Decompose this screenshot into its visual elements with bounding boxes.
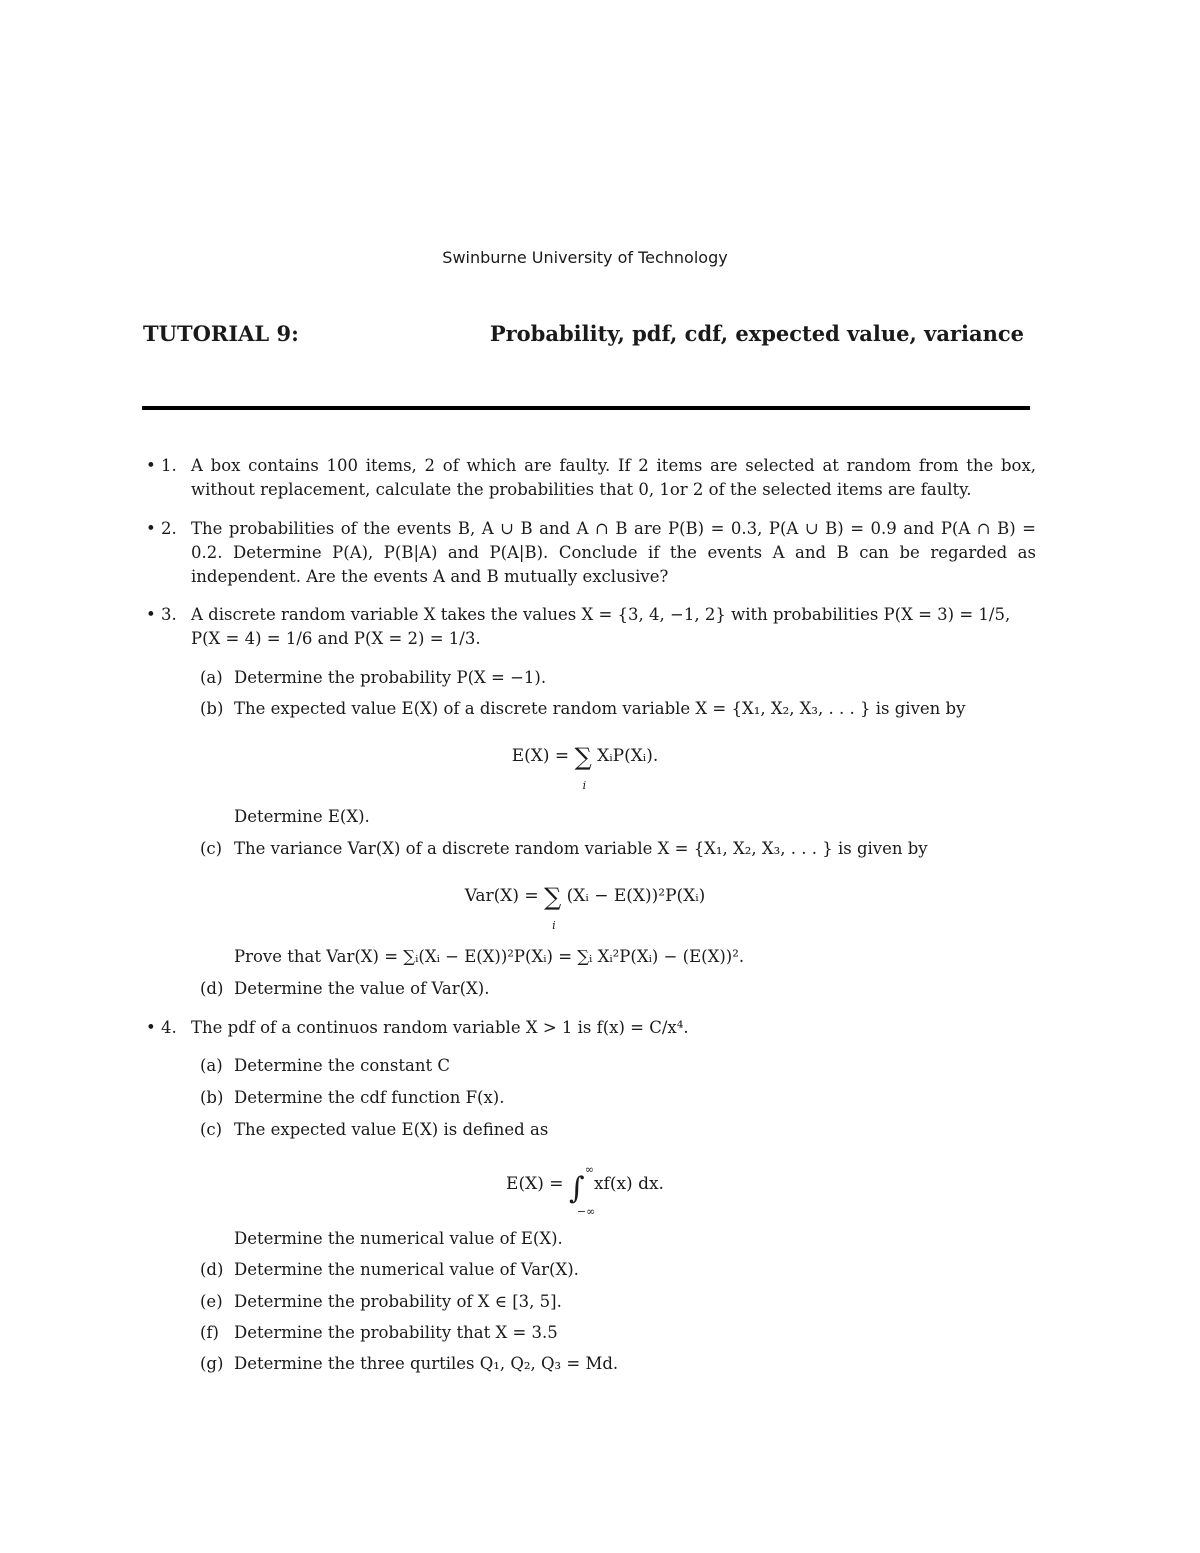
question-4 xyxy=(146,1016,1036,1040)
integral-lower-limit: −∞ xyxy=(576,1205,596,1218)
integral-upper-limit: ∞ xyxy=(584,1163,595,1176)
part-label: (e) xyxy=(200,1292,223,1311)
part-text: The expected value E(X) of a discrete random variable X = {X₁, X₂, X₃, . . . } is given by xyxy=(234,699,966,718)
integral-symbol: ∫ ∞ −∞ xyxy=(569,1172,585,1201)
part-label: (b) xyxy=(200,699,224,718)
question-2-text: The probabilities of the events B, A ∪ B and A ∩ B are P(B) = 0.3, P(A ∪ B) = 0.9 and P(A ∩ B) = 0.2. Determine P(A), P(B|A) and P(A|B). Conclude if the events A and B can be regarded as independent. Are the events A and B mutually exclusive? xyxy=(191,519,1036,586)
formula-rhs: xf(x) dx. xyxy=(593,1174,664,1194)
question-3b-instruction: Determine E(X). xyxy=(234,807,370,826)
formula-lhs: E(X) = xyxy=(506,1174,564,1194)
part-text: The expected value E(X) is defined as xyxy=(234,1120,549,1139)
question-3c-instruction: Prove that Var(X) = ∑ᵢ(Xᵢ − E(X))²P(Xᵢ) = ∑ᵢ Xᵢ²P(Xᵢ) − (E(X))². xyxy=(234,947,745,966)
question-2-bullet: • 2. xyxy=(146,519,177,538)
question-4-text: The pdf of a continuos random variable X > 1 is f(x) = C/x⁴. xyxy=(191,1018,689,1037)
part-label: (g) xyxy=(200,1354,224,1373)
part-text: Determine the probability that X = 3.5 xyxy=(234,1323,558,1342)
part-label: (a) xyxy=(200,1056,223,1075)
question-4a xyxy=(200,1054,1020,1078)
formula-lhs: Var(X) = xyxy=(464,886,539,906)
expected-value-formula xyxy=(0,743,1170,792)
question-4g xyxy=(200,1352,1020,1376)
formula-lhs: E(X) = xyxy=(511,746,570,766)
part-text: Determine the value of Var(X). xyxy=(234,979,490,998)
expected-value-integral xyxy=(0,1163,1170,1218)
question-3-line-2: P(X = 4) = 1/6 and P(X = 2) = 1/3. xyxy=(191,629,481,648)
question-3c xyxy=(200,837,1020,861)
question-2 xyxy=(146,517,1036,589)
question-1-text: A box contains 100 items, 2 of which are faulty. If 2 items are selected at random from the box, without replacement, calculate the probabilities that 0, 1or 2 of the selected items are faulty. xyxy=(191,456,1036,499)
question-3 xyxy=(146,603,1036,651)
part-text: Determine the three qurtiles Q₁, Q₂, Q₃ = Md. xyxy=(234,1354,619,1373)
part-text: The variance Var(X) of a discrete random variable X = {X₁, X₂, X₃, . . . } is given by xyxy=(234,839,928,858)
part-label: (d) xyxy=(200,979,224,998)
question-3-line-1: A discrete random variable X takes the values X = {3, 4, −1, 2} with probabilities P(X = 3) = 1/5, xyxy=(191,605,1011,624)
question-1-bullet: • 1. xyxy=(146,456,177,475)
part-label: (c) xyxy=(200,839,223,858)
question-4-bullet: • 4. xyxy=(146,1018,177,1037)
part-text: Determine the constant C xyxy=(234,1056,450,1075)
part-label: (b) xyxy=(200,1088,224,1107)
question-3d xyxy=(200,977,1020,1001)
question-3b xyxy=(200,697,1020,721)
tutorial-topic: Probability, pdf, cdf, expected value, variance xyxy=(489,321,1024,346)
formula-rhs: XᵢP(Xᵢ). xyxy=(597,746,659,766)
part-text: Determine the numerical value of Var(X). xyxy=(234,1260,579,1279)
part-label: (f) xyxy=(200,1323,219,1342)
question-1 xyxy=(146,454,1036,502)
question-3-bullet: • 3. xyxy=(146,605,177,624)
part-label: (d) xyxy=(200,1260,224,1279)
part-label: (c) xyxy=(200,1120,223,1139)
part-label: (a) xyxy=(200,668,223,687)
part-text: Determine the probability P(X = −1). xyxy=(234,668,547,687)
question-4f xyxy=(200,1321,1020,1345)
question-4e xyxy=(200,1290,1020,1314)
institution-name: Swinburne University of Technology xyxy=(442,248,728,267)
summation-index: i xyxy=(552,919,556,932)
tutorial-number: TUTORIAL 9: xyxy=(143,321,299,346)
summation-symbol: ∑ i xyxy=(575,744,592,769)
question-4b xyxy=(200,1086,1020,1110)
variance-formula xyxy=(0,883,1170,932)
summation-symbol: ∑ i xyxy=(544,884,561,909)
question-4c xyxy=(200,1118,1020,1142)
part-text: Determine the cdf function F(x). xyxy=(234,1088,505,1107)
question-3a xyxy=(200,666,1020,690)
header-rule xyxy=(142,406,1030,410)
part-text: Determine the probability of X ∈ [3, 5]. xyxy=(234,1292,562,1311)
formula-rhs: (Xᵢ − E(X))²P(Xᵢ) xyxy=(566,886,706,906)
summation-index: i xyxy=(582,779,587,792)
question-4d xyxy=(200,1258,1020,1282)
question-4c-instruction: Determine the numerical value of E(X). xyxy=(234,1229,563,1248)
